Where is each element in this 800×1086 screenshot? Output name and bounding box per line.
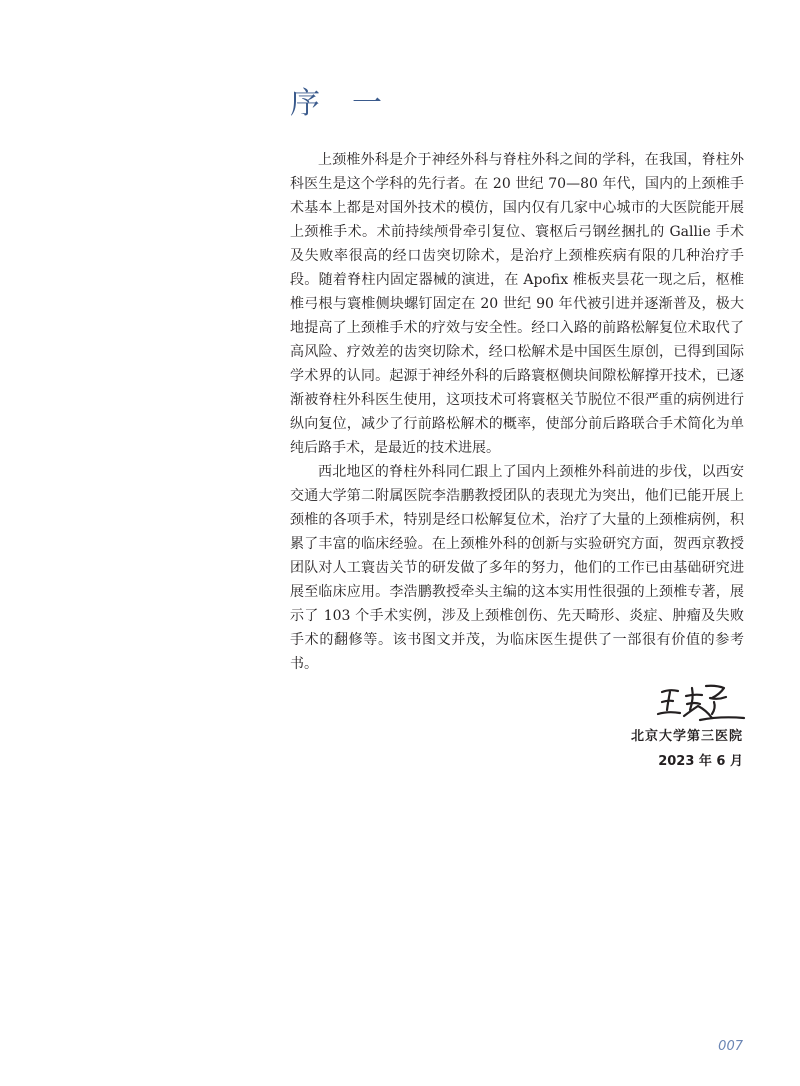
paragraph-1: 上颈椎外科是介于神经外科与脊柱外科之间的学科，在我国，脊柱外科医生是这个学科的先行者。在 20 世纪 70—80 年代，国内的上颈椎手术基本上都是对国外技术的模仿，国内仅有几家中心城市的大医院能开展上颈椎手术。术前持续颅骨牵引复位、寰枢后弓钢丝捆扎的 Gallie 手术及失败率很高的经口齿突切除术，是治疗上颈椎疾病有限的几种治疗手段。随着脊柱内固定器械的演进，在 Apofix 椎板夹昙花一现之后，枢椎椎弓根与寰椎侧块螺钉固定在 20 世纪 90 年代被引进并逐渐普及，极大地提高了上颈椎手术的疗效与安全性。经口入路的前路松解复位术取代了高风险、疗效差的齿突切除术，经口松解术是中国医生原创，已得到国际学术界的认同。起源于神经外科的后路寰枢侧块间隙松解撑开技术，已逐渐被脊柱外科医生使用，这项技术可将寰枢关节脱位不很严重的病例进行纵向复位，减少了行前路松解术的概率，使部分前后路联合手术简化为单纯后路手术，是最近的技术进展。 xyxy=(290,152,744,456)
preface-body xyxy=(290,148,744,676)
paragraph-2: 西北地区的脊柱外科同仁跟上了国内上颈椎外科前进的步伐，以西安交通大学第二附属医院李浩鹏教授团队的表现尤为突出，他们已能开展上颈椎的各项手术，特别是经口松解复位术，治疗了大量的上颈椎病例，积累了丰富的临床经验。在上颈椎外科的创新与实验研究方面，贺西京教授团队对人工寰齿关节的研发做了多年的努力，他们的工作已由基础研究进展至临床应用。李浩鹏教授牵头主编的这本实用性很强的上颈椎专著，展示了 103 个手术实例，涉及上颈椎创伤、先天畸形、炎症、肿瘤及失败手术的翻修等。该书图文并茂，为临床医生提供了一部很有价值的参考书。 xyxy=(290,464,744,672)
title-char-2: 一 xyxy=(352,86,384,121)
page-title xyxy=(290,78,384,122)
page-number: 007 xyxy=(718,1039,743,1054)
handwritten-signature-icon xyxy=(640,680,750,726)
title-char-1: 序 xyxy=(290,86,322,121)
date: 2023 年 6 月 xyxy=(658,754,743,769)
affiliation: 北京大学第三医院 xyxy=(630,729,743,744)
